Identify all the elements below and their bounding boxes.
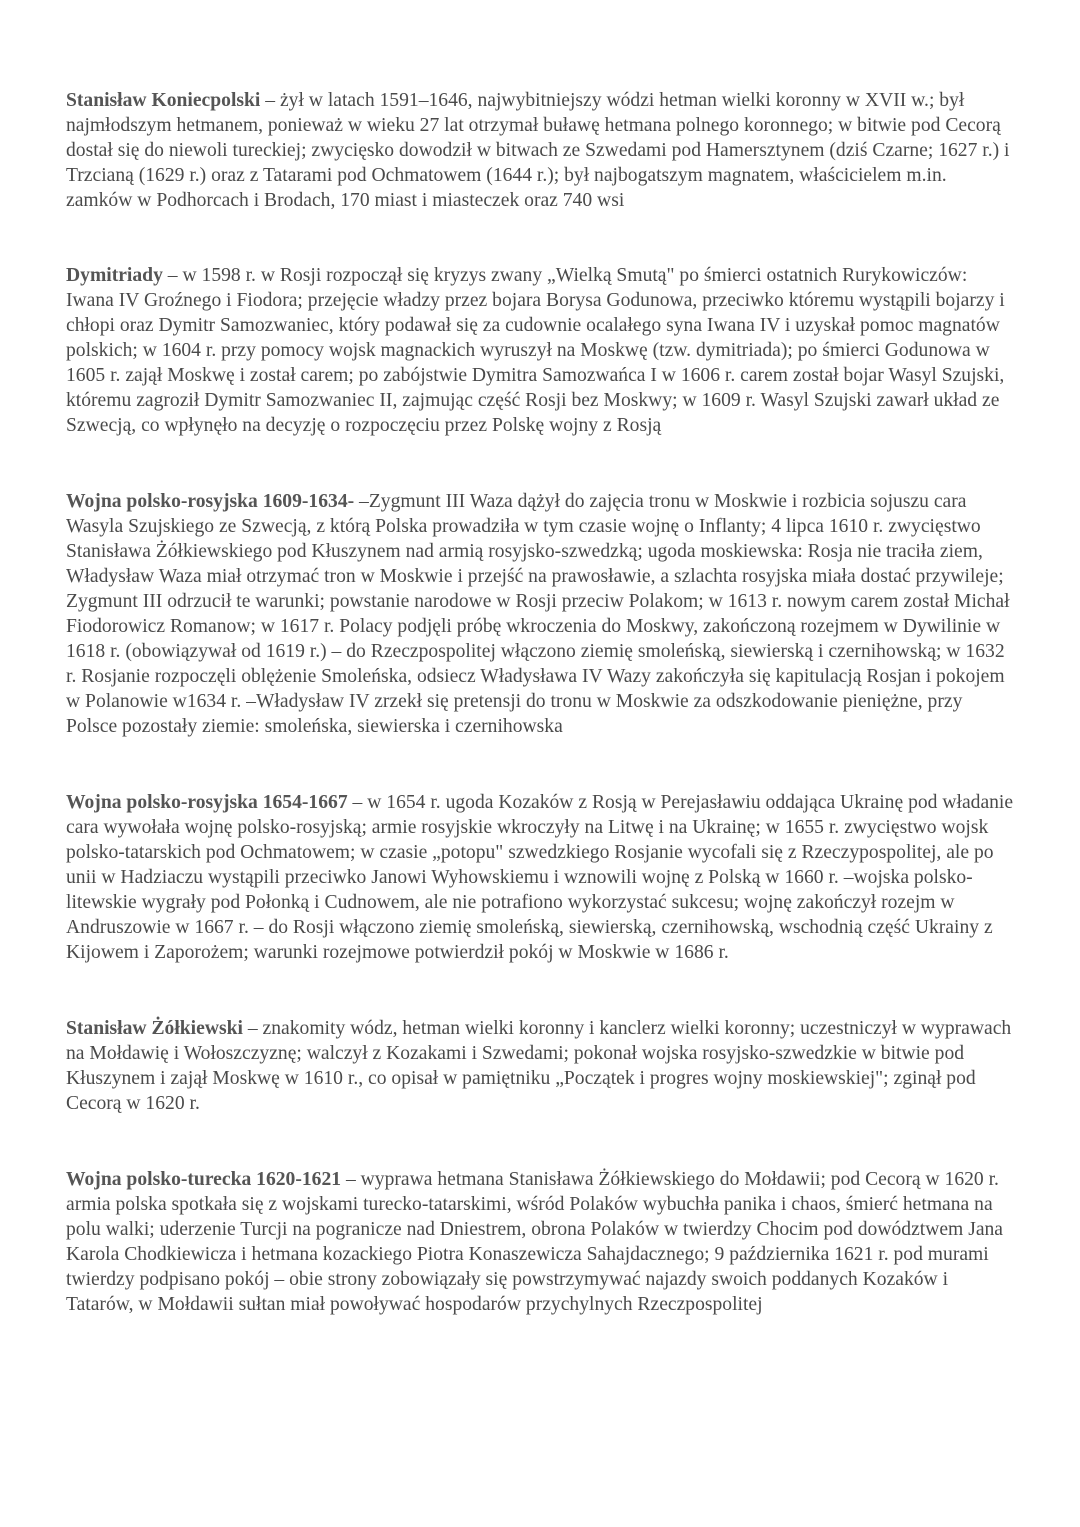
entry-text: – żył w latach 1591–1646, najwybitniejszy wódzi hetman wielki koronny w XVII w.; był najmłodszym hetmanem, ponieważ w wieku 27 lat otrzymał buławę hetmana polnego koronnego; w bitwie pod Cecorą dostał się do niewoli tureckiej; zwycięsko dowodził w bitwach ze Szwedami pod Hamersztynem (dziś Czarne; 1627 r.) i Trzcianą (1629 r.) oraz z Tatarami pod Ochmatowem (1644 r.); był najbogatszym magnatem, właścicielem m.in. zamków w Podhorcach i Brodach, 170 miast i miasteczek oraz 740 wsi xyxy=(66,90,1010,211)
entry-term: Dymitriady xyxy=(66,265,163,286)
entry-war-1654-1667 xyxy=(66,790,1016,965)
entry-term: Wojna polsko-rosyjska 1654-1667 xyxy=(66,792,348,813)
entry-term: Stanisław Koniecpolski xyxy=(66,90,261,111)
entry-text: –Zygmunt III Waza dążył do zajęcia tronu w Moskwie i rozbicia sojuszu cara Wasyla Szujskiego ze Szwecją, z którą Polska prowadziła w tym czasie wojnę o Inflanty; 4 lipca 1610 r. zwycięstwo Stanisława Żółkiewskiego pod Kłuszynem nad armią rosyjsko-szwedzką; ugoda moskiewska: Rosja nie traciła ziem, Władysław Waza miał otrzymać tron w Moskwie i przejść na prawosławie, a szlachta rosyjska miała dostać przywileje; Zygmunt III odrzucił te warunki; powstanie narodowe w Rosji przeciw Polakom; w 1613 r. nowym carem został Michał Fiodorowicz Romanow; w 1617 r. Polacy podjęli próbę wkroczenia do Moskwy, zakończoną rozejmem w Dywilinie w 1618 r. (obowiązywał od 1619 r.) – do Rzeczpospolitej włączono ziemię smoleńską, siewierską i czernihowską; w 1632 r. Rosjanie rozpoczęli oblężenie Smoleńska, odsiecz Władysława IV Wazy zakończyła się kapitulacją Rosjan i pokojem w Polanowie w1634 r. –Władysław IV zrzekł się pretensji do tronu w Moskwie za odszkodowanie pieniężne, przy Polsce pozostały ziemie: smoleńska, siewierska i czernihowska xyxy=(66,491,1010,737)
entry-war-1609-1634 xyxy=(66,489,1016,739)
entry-text: – wyprawa hetmana Stanisława Żółkiewskiego do Mołdawii; pod Cecorą w 1620 r. armia polska spotkała się z wojskami turecko-tatarskimi, wśród Polaków wybuchła panika i chaos, śmierć hetmana na polu walki; uderzenie Turcji na pogranicze nad Dniestrem, obrona Polaków w twierdzy Chocim pod dowództwem Jana Karola Chodkiewicza i hetmana kozackiego Piotra Konaszewicza Sahajdacznego; 9 października 1621 r. pod murami twierdzy podpisano pokój – obie strony zobowiązały się powstrzymywać najazdy swoich poddanych Kozaków i Tatarów, w Mołdawii sułtan miał powoływać hospodarów przychylnych Rzeczpospolitej xyxy=(66,1169,1004,1315)
entry-term: Stanisław Żółkiewski xyxy=(66,1018,243,1039)
entry-text: – w 1598 r. w Rosji rozpoczął się kryzys zwany „Wielką Smutą" po śmierci ostatnich Rurykowiczów: Iwana IV Groźnego i Fiodora; przejęcie władzy przez bojara Borysa Godunowa, przeciwko któremu wystąpili bojarzy i chłopi oraz Dymitr Samozwaniec, który podawał się za cudownie ocalałego syna Iwana IV i uzyskał pomoc magnatów polskich; w 1604 r. przy pomocy wojsk magnackich wyruszył na Moskwę (tzw. dymitriada); po śmierci Godunowa w 1605 r. zajął Moskwę i został carem; po zabójstwie Dymitra Samozwańca I w 1606 r. carem został bojar Wasyl Szujski, któremu zagroził Dymitr Samozwaniec II, zajmując część Rosji bez Moskwy; w 1609 r. Wasyl Szujski zawarł układ ze Szwecją, co wpłynęło na decyzję o rozpoczęciu przez Polskę wojny z Rosją xyxy=(66,265,1005,436)
entry-dymitriady xyxy=(66,263,1016,438)
document-page xyxy=(66,88,1016,1317)
entry-zolkiewski xyxy=(66,1016,1016,1116)
entry-koniecpolski xyxy=(66,88,1016,213)
entry-war-1620-1621 xyxy=(66,1167,1016,1317)
entry-text: – znakomity wódz, hetman wielki koronny i kanclerz wielki koronny; uczestniczył w wyprawach na Mołdawię i Wołoszczyznę; walczył z Kozakami i Szwedami; pokonał wojska rosyjsko-szwedzkie w bitwie pod Kłuszynem i zajął Moskwę w 1610 r., co opisał w pamiętniku „Początek i progres wojny moskiewskiej"; zginął pod Cecorą w 1620 r. xyxy=(66,1018,1012,1114)
entry-term: Wojna polsko-rosyjska 1609-1634- xyxy=(66,491,355,512)
entry-term: Wojna polsko-turecka 1620-1621 xyxy=(66,1169,342,1190)
entry-text: – w 1654 r. ugoda Kozaków z Rosją w Perejasławiu oddająca Ukrainę pod władanie cara wywołała wojnę polsko-rosyjską; armie rosyjskie wkroczyły na Litwę i na Ukrainę; w 1655 r. zwycięstwo wojsk polsko-tatarskich pod Ochmatowem; w czasie „potopu" szwedzkiego Rosjanie wycofali się z Rzeczypospolitej, ale po unii w Hadziaczu wystąpili przeciwko Janowi Wyhowskiemu i wznowili wojnę z Polską w 1660 r. –wojska polsko-litewskie wygrały pod Połonką i Cudnowem, ale nie potrafiono wykorzystać sukcesu; wojnę zakończył rozejm w Andruszowie w 1667 r. – do Rosji włączono ziemię smoleńską, siewierską, czernihowską, wschodnią część Ukrainy z Kijowem i Zaporożem; warunki rozejmowe potwierdził pokój w Moskwie w 1686 r. xyxy=(66,792,1014,963)
